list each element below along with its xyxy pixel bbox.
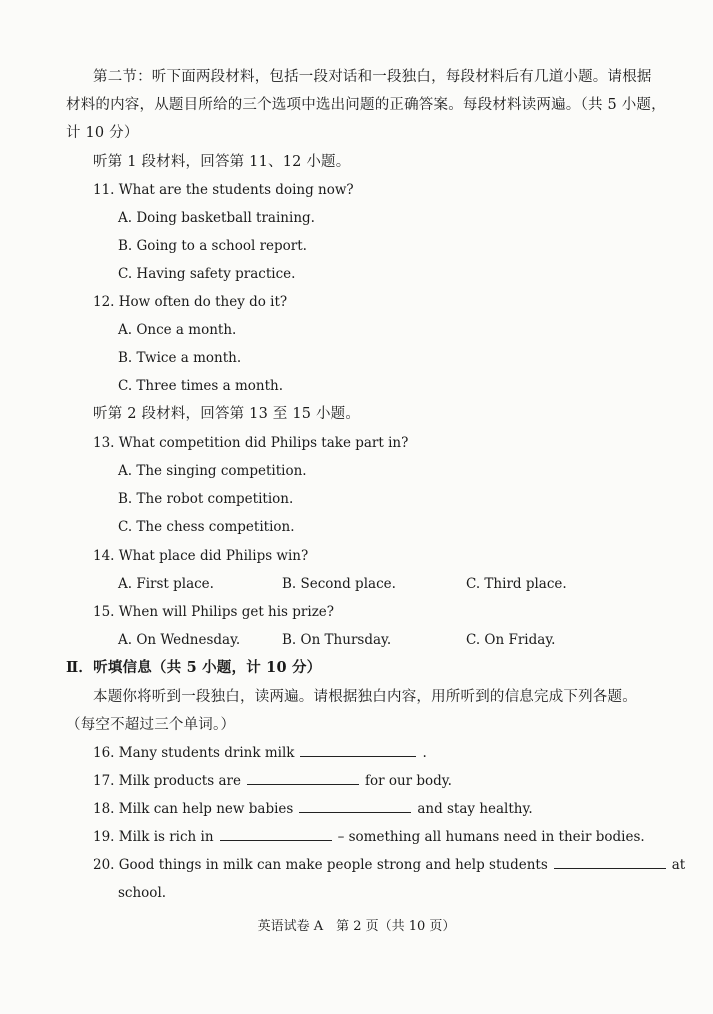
q20-after-text: at <box>671 857 686 873</box>
q15-option-b: B. On Thursday. <box>282 632 392 648</box>
q11-stem: 11. What are the students doing now? <box>93 182 354 198</box>
q19-line <box>93 828 645 846</box>
q15-option-c: C. On Friday. <box>466 632 556 648</box>
q11-option-c: C. Having safety practice. <box>118 266 296 282</box>
q17-answer-blank[interactable] <box>247 772 359 785</box>
q16-answer-blank[interactable] <box>300 744 416 757</box>
q18-answer-blank[interactable] <box>299 800 411 813</box>
q16-after-text: . <box>422 745 427 761</box>
q19-after-text: – something all humans need in their bodies. <box>337 829 645 845</box>
q17-after-text: for our body. <box>364 773 452 789</box>
section2-intro-line2: 材料的内容，从题目所给的三个选项中选出问题的正确答案。每段材料读两遍。（共 5 小题， <box>66 97 666 113</box>
q17-text: 17. Milk products are <box>93 773 241 789</box>
q13-option-a: A. The singing competition. <box>118 463 307 479</box>
section2-intro-line1: 第二节：听下面两段材料，包括一段对话和一段独白，每段材料后有几道小题。请根据 <box>93 69 652 85</box>
q18-line <box>93 800 533 818</box>
q12-option-c: C. Three times a month. <box>118 378 283 394</box>
q19-text: 19. Milk is rich in <box>93 829 214 845</box>
page-footer: 英语试卷 A 第 2 页（共 10 页） <box>257 919 456 934</box>
q16-line <box>93 744 427 762</box>
q12-stem: 12. How often do they do it? <box>93 294 288 310</box>
q14-option-b: B. Second place. <box>282 576 396 592</box>
q18-after-text: and stay healthy. <box>417 801 533 817</box>
q20-answer-blank[interactable] <box>554 856 666 869</box>
q12-option-a: A. Once a month. <box>118 322 237 338</box>
q14-stem: 14. What place did Philips win? <box>93 548 309 564</box>
q11-option-b: B. Going to a school report. <box>118 238 307 254</box>
q16-text: 16. Many students drink milk <box>93 745 295 761</box>
q18-text: 18. Milk can help new babies <box>93 801 294 817</box>
q11-option-a: A. Doing basketball training. <box>118 210 315 226</box>
material2-label: 听第 2 段材料，回答第 13 至 15 小题。 <box>93 406 361 422</box>
section2-intro-line3: 计 10 分） <box>66 125 139 141</box>
q13-stem: 13. What competition did Philips take part in? <box>93 435 409 451</box>
q17-line <box>93 772 452 790</box>
material1-label: 听第 1 段材料，回答第 11、12 小题。 <box>93 154 351 170</box>
q13-option-c: C. The chess competition. <box>118 519 295 535</box>
part2-heading: Ⅱ．听填信息（共 5 小题，计 10 分） <box>66 659 322 676</box>
q15-option-a: A. On Wednesday. <box>118 632 241 648</box>
q20-line <box>93 856 685 874</box>
q20-line2: school. <box>118 885 167 901</box>
part2-intro-line1: 本题你将听到一段独白，读两遍。请根据独白内容，用所听到的信息完成下列各题。 <box>93 689 637 705</box>
q19-answer-blank[interactable] <box>220 828 332 841</box>
q14-option-a: A. First place. <box>118 576 214 592</box>
q20-text: 20. Good things in milk can make people strong and help students <box>93 857 548 873</box>
q15-stem: 15. When will Philips get his prize? <box>93 604 335 620</box>
q13-option-b: B. The robot competition. <box>118 491 294 507</box>
q12-option-b: B. Twice a month. <box>118 350 242 366</box>
q14-option-c: C. Third place. <box>466 576 567 592</box>
part2-intro-line2: （每空不超过三个单词。） <box>66 717 236 733</box>
